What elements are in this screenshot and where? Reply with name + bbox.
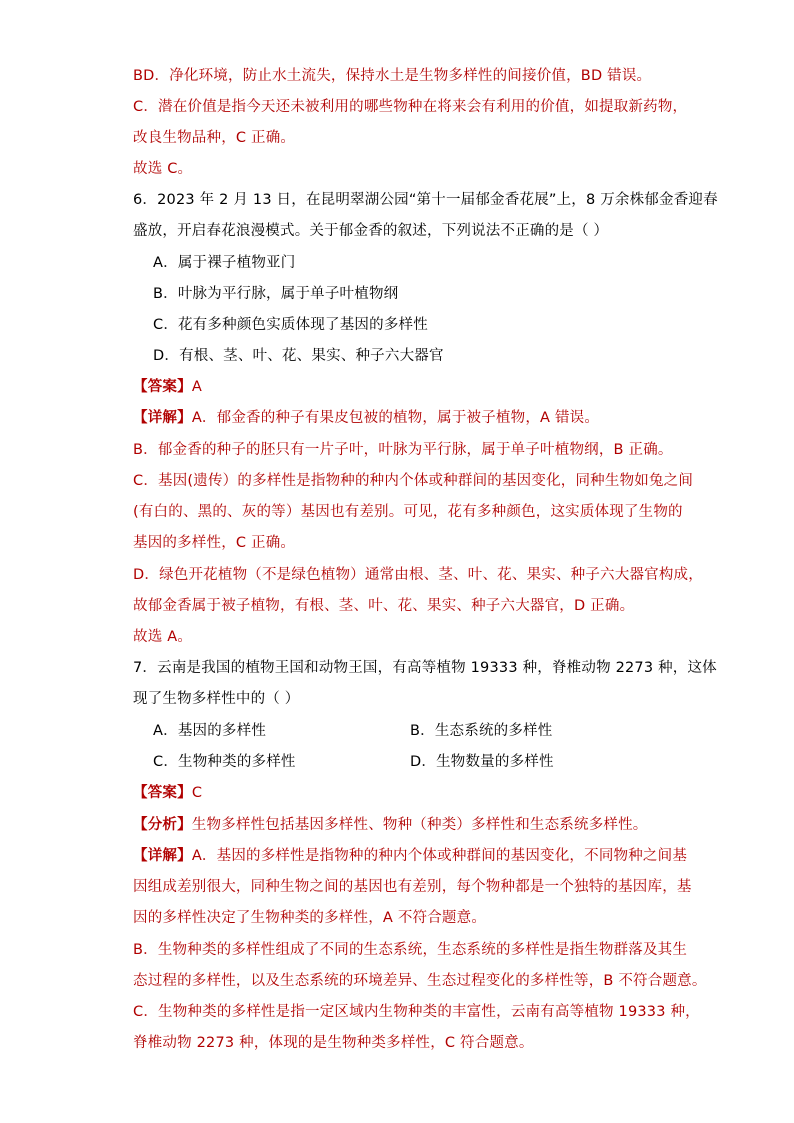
question-6-option-c: C．花有多种颜色实质体现了基因的多样性	[153, 317, 428, 333]
question-7-answer	[133, 783, 202, 803]
question-7-option-a: A．基因的多样性	[153, 723, 267, 739]
analysis-label: 【分析】	[133, 817, 192, 833]
explanation-line: 因组成差别很大，同种生物之间的基因也有差别，每个物种都是一个独特的基因库，基	[133, 879, 692, 895]
analysis-text: 生物多样性包括基因多样性、物种（种类）多样性和生态系统多样性。	[191, 817, 648, 833]
question-6-stem: 盛放，开启春花浪漫模式。关于郁金香的叙述，下列说法不正确的是（ ）	[133, 223, 609, 239]
explanation-line: 因的多样性决定了生物种类的多样性，A 不符合题意。	[133, 910, 487, 926]
answer-value: A	[191, 379, 202, 395]
explanation-line: (有白的、黑的、灰的等）基因也有差别。可见，花有多种颜色，这实质体现了生物的	[133, 504, 683, 520]
detail-text: A．郁金香的种子有果皮包被的植物，属于被子植物，A 错误。	[191, 410, 600, 426]
answer-label: 【答案】	[133, 379, 192, 395]
question-6-option-d: D．有根、茎、叶、花、果实、种子六大器官	[153, 348, 444, 364]
selection-line: 故选 A。	[133, 629, 193, 645]
detail-text: A．基因的多样性是指物种的种内个体或种群间的基因变化，不同物种之间基	[191, 848, 688, 864]
question-7-option-c: C．生物种类的多样性	[153, 754, 296, 770]
explanation-line: B．郁金香的种子的胚只有一片子叶，叶脉为平行脉，属于单子叶植物纲，B 正确。	[133, 442, 673, 458]
question-6-option-a: A．属于裸子植物亚门	[153, 255, 296, 271]
explanation-line: C．生物种类的多样性是指一定区域内生物种类的丰富性，云南有高等植物 19333 种，	[133, 1004, 700, 1020]
question-7-analysis	[133, 815, 648, 835]
question-6-stem: 6．2023 年 2 月 13 日，在昆明翠湖公园“第十一届郁金香花展”上，8 万余株郁金香迎春	[133, 192, 718, 208]
explanation-line: 脊椎动物 2273 种，体现的是生物种类多样性，C 符合题意。	[133, 1035, 534, 1051]
explanation-line: D．绿色开花植物（不是绿色植物）通常由根、茎、叶、花、果实、种子六大器官构成，	[133, 567, 703, 583]
answer-label: 【答案】	[133, 785, 192, 801]
explanation-line: 态过程的多样性，以及生态系统的环境差异、生态过程变化的多样性等，B 不符合题意。	[133, 973, 707, 989]
explanation-line: C．基因(遗传）的多样性是指物种的种内个体或种群间的基因变化，同种生物如兔之间	[133, 473, 694, 489]
selection-line: 故选 C。	[133, 161, 193, 177]
explanation-line: B．生物种类的多样性组成了不同的生态系统，生态系统的多样性是指生物群落及其生	[133, 942, 688, 958]
detail-label: 【详解】	[133, 848, 192, 864]
question-7-stem: 7．云南是我国的植物王国和动物王国，有高等植物 19333 种，脊椎动物 2273 种，这体	[133, 660, 717, 676]
explanation-line: 基因的多样性，C 正确。	[133, 535, 296, 551]
explanation-line: BD．净化环境，防止水土流失，保持水土是生物多样性的间接价值，BD 错误。	[133, 68, 652, 84]
answer-value: C	[191, 785, 203, 801]
explanation-line: 改良生物品种，C 正确。	[133, 130, 296, 146]
explanation-line: 故郁金香属于被子植物，有根、茎、叶、花、果实、种子六大器官，D 正确。	[133, 598, 635, 614]
question-6-option-b: B．叶脉为平行脉，属于单子叶植物纲	[153, 286, 399, 302]
question-6-answer	[133, 377, 202, 397]
question-7-option-d: D．生物数量的多样性	[410, 754, 554, 770]
detail-label: 【详解】	[133, 410, 192, 426]
question-6-detail	[133, 408, 599, 428]
question-7-option-b: B．生态系统的多样性	[410, 723, 553, 739]
question-7-stem: 现了生物多样性中的（ ）	[133, 691, 300, 707]
explanation-line: C．潜在价值是指今天还未被利用的哪些物种在将来会有利用的价值，如提取新药物，	[133, 99, 688, 115]
question-7-detail	[133, 846, 687, 866]
